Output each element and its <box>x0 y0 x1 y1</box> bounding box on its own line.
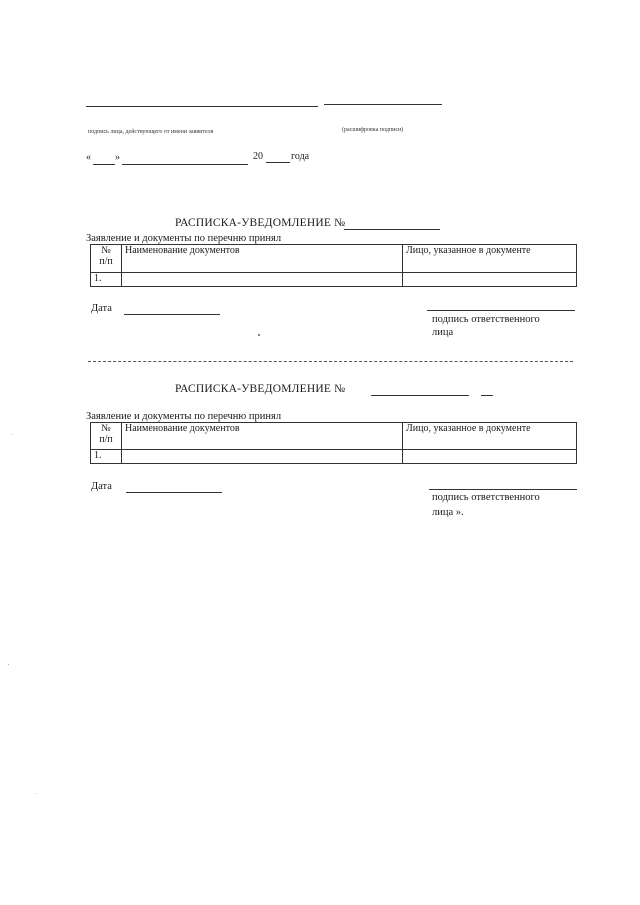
receipt1-signature-caption-2: лица <box>432 327 454 338</box>
stray-mark <box>258 334 260 336</box>
scan-speck <box>8 664 9 665</box>
receipt1-documents-table <box>90 244 577 287</box>
receipt2-date-label: Дата <box>91 481 112 492</box>
receipt1-signature-line <box>427 310 575 311</box>
receipt1-date-line <box>124 314 220 315</box>
receipt2-documents-table <box>90 422 577 464</box>
receipt2-number-line <box>371 395 469 396</box>
receipt1-signature-caption-1: подпись ответственного <box>432 314 540 325</box>
table-row <box>91 450 577 464</box>
row-person <box>403 273 577 287</box>
receipt2-date-line <box>126 492 222 493</box>
receipt1-title: РАСПИСКА-УВЕДОМЛЕНИЕ № <box>175 217 346 229</box>
receipt2-signature-caption-2: лица ». <box>432 507 464 518</box>
receipt1-number-line <box>344 229 440 230</box>
table-row <box>91 273 577 287</box>
row-number: 1. <box>91 450 122 464</box>
row-document-name <box>122 273 403 287</box>
receipt2-signature-line <box>429 489 577 490</box>
year-prefix: 20 <box>253 151 263 162</box>
row-document-name <box>122 450 403 464</box>
date-day-line <box>93 164 115 165</box>
col-person-header: Лицо, указанное в документе <box>403 423 577 450</box>
cut-line <box>88 361 573 362</box>
receipt2-number-line-tail <box>481 395 493 396</box>
year-suffix: года <box>291 151 310 162</box>
receipt2-signature-caption-1: подпись ответственного <box>432 492 540 503</box>
receipt2-title: РАСПИСКА-УВЕДОМЛЕНИЕ № <box>175 383 346 395</box>
col-name-header: Наименование документов <box>122 245 403 273</box>
date-quote-close: » <box>115 152 120 163</box>
scan-speck <box>11 434 12 435</box>
table-header-row <box>91 245 577 273</box>
col-no-header: № п/п <box>91 423 122 450</box>
row-person <box>403 450 577 464</box>
signature-caption: подпись лица, действующего от имени заявителя <box>88 129 214 135</box>
decoding-caption: (расшифровка подписи) <box>342 127 404 133</box>
signature-decoding-line <box>324 104 442 105</box>
receipt1-accepted-text: Заявление и документы по перечню принял <box>86 233 282 244</box>
applicant-signature-line <box>86 106 318 107</box>
row-number: 1. <box>91 273 122 287</box>
col-no-header: № п/п <box>91 245 122 273</box>
col-name-header: Наименование документов <box>122 423 403 450</box>
date-month-line <box>122 164 248 165</box>
table-header-row <box>91 423 577 450</box>
year-line <box>266 162 290 163</box>
receipt1-date-label: Дата <box>91 303 112 314</box>
date-quote-open: « <box>86 152 91 163</box>
receipt2-accepted-text: Заявление и документы по перечню принял <box>86 411 282 422</box>
scan-speck <box>35 793 36 794</box>
col-person-header: Лицо, указанное в документе <box>403 245 577 273</box>
